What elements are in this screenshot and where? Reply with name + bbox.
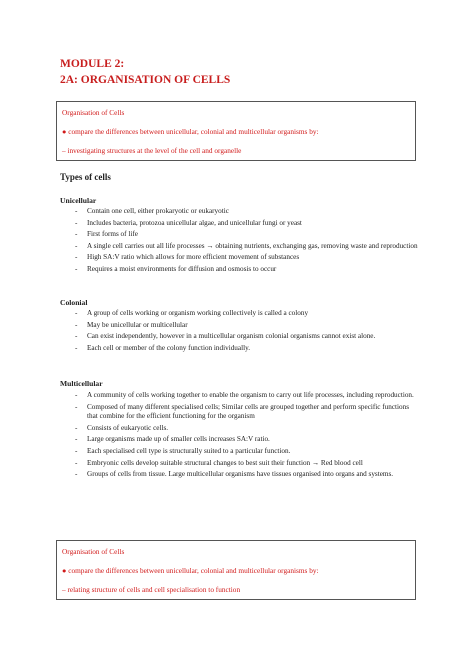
- list-item: - Can exist independently, however in a multicellular organism colonial organisms cannot exist alone.: [75, 332, 376, 341]
- module-number: MODULE 2:: [60, 58, 125, 70]
- callout-point: ● compare the differences between unicellular, colonial and multicellular organisms by:: [62, 127, 319, 136]
- module-title: 2A: ORGANISATION OF CELLS: [60, 74, 231, 86]
- callout-point: ● compare the differences between unicellular, colonial and multicellular organisms by:: [62, 566, 319, 575]
- colonial-list: [60, 309, 420, 355]
- list-item: - Groups of cells from tissue. Large multicellular organisms have tissues organised into organs and systems.: [75, 470, 394, 479]
- unicellular-list: [60, 207, 420, 277]
- callout-heading: Organisation of Cells: [62, 547, 125, 556]
- syllabus-callout: [56, 540, 416, 600]
- list-item: - A single cell carries out all life processes → obtaining nutrients, exchanging gas, removing waste and reproduction: [75, 241, 418, 250]
- list-item: - Requires a moist environments for diffusion and osmosis to occur: [75, 264, 277, 273]
- callout-heading: Organisation of Cells: [62, 108, 125, 117]
- list-item: - Contain one cell, either prokaryotic or eukaryotic: [75, 207, 229, 215]
- syllabus-callout: [56, 101, 416, 161]
- subsection-title-multicellular: Multicellular: [60, 379, 103, 388]
- subsection-title-colonial: Colonial: [60, 298, 88, 307]
- multicellular-list: [60, 391, 420, 482]
- list-item: - Consists of eukaryotic cells.: [75, 423, 169, 432]
- list-item: - A group of cells working or organism working collectively is called a colony: [75, 309, 309, 317]
- list-item: - Each cell or member of the colony function individually.: [75, 343, 250, 352]
- list-item: - A community of cells working together to enable the organism to carry out life processes, including reproduction.: [75, 391, 414, 399]
- list-item: - First forms of life: [75, 230, 138, 239]
- section-title: Types of cells: [60, 172, 111, 182]
- subsection-title-unicellular: Unicellular: [60, 196, 97, 205]
- callout-subpoint: – relating structure of cells and cell specialisation to function: [62, 585, 241, 594]
- list-item: - Large organisms made up of smaller cells increases SA:V ratio.: [75, 435, 270, 444]
- list-item: - High SA:V ratio which allows for more efficient movement of substances: [75, 253, 300, 262]
- list-item: - May be unicellular or multicellular: [75, 320, 188, 329]
- list-item: - Includes bacteria, protozoa unicellular algae, and unicellular fungi or yeast: [75, 218, 302, 227]
- list-item: - Composed of many different specialised cells; Similar cells are grouped together and perform specific functions that combine for the efficient functioning for the organism: [75, 402, 410, 421]
- callout-subpoint: – investigating structures at the level of the cell and organelle: [62, 146, 242, 155]
- list-item: - Each specialised cell type is structurally suited to a particular function.: [75, 446, 291, 455]
- list-item: - Embryonic cells develop suitable structural changes to best suit their function → Red blood cell: [75, 458, 363, 467]
